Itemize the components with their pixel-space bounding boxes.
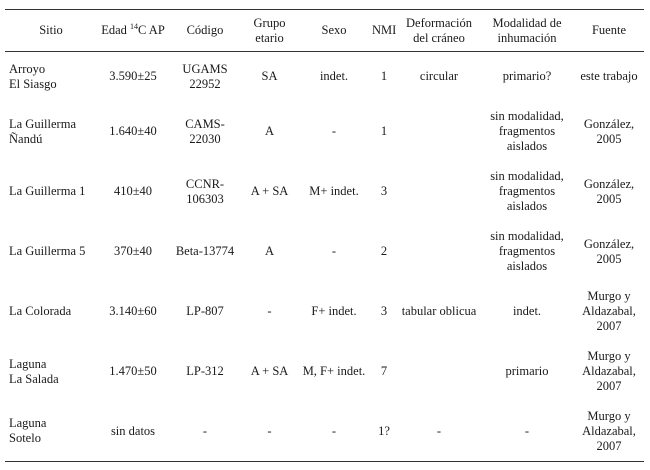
burials-table <box>5 9 644 462</box>
cell-grupo-etario: A + SA <box>250 364 289 378</box>
cell-deformacion: tabular oblicua <box>401 304 477 318</box>
cell-codigo: CAMS-22030 <box>185 116 225 146</box>
cell-edad: 1.470±50 <box>109 364 157 378</box>
cell-modalidad: - <box>480 402 574 462</box>
cell-deformacion <box>398 162 480 222</box>
cell-nmi: 2 <box>380 244 388 258</box>
cell-nmi: 1 <box>380 124 388 138</box>
table-row <box>5 282 644 342</box>
header-fuente: Fuente <box>574 10 644 52</box>
cell-codigo: LP-312 <box>186 364 224 378</box>
cell-fuente: Murgo y Aldazabal, 2007 <box>574 402 644 462</box>
cell-grupo-etario: - <box>267 304 272 318</box>
header-codigo: Código <box>169 10 241 52</box>
table-row <box>5 102 644 162</box>
cell-sitio: La Guillerma Ñandú <box>9 116 76 146</box>
cell-sitio: Arroyo El Siasgo <box>9 61 57 91</box>
table-row <box>5 162 644 222</box>
cell-nmi: 3 <box>380 304 388 318</box>
cell-codigo: CCNR-106303 <box>185 176 225 206</box>
cell-nmi: 7 <box>380 364 388 378</box>
cell-edad: 370±40 <box>113 244 153 258</box>
cell-sitio: Laguna La Salada <box>9 356 59 386</box>
cell-sexo: - <box>331 244 337 258</box>
cell-nmi: 1 <box>380 69 388 84</box>
cell-sexo: - <box>298 402 370 462</box>
table-row <box>5 342 644 402</box>
cell-grupo-etario: A + SA <box>250 184 289 198</box>
cell-sitio: La Colorada <box>9 304 72 318</box>
header-deformacion: Deformación del cráneo <box>398 10 480 52</box>
cell-edad: 3.590±25 <box>109 69 157 84</box>
cell-modalidad: primario? <box>502 69 552 84</box>
cell-fuente: este trabajo <box>580 69 638 84</box>
cell-nmi: 3 <box>380 184 388 198</box>
header-sexo: Sexo <box>298 10 370 52</box>
cell-sitio: La Guillerma 1 <box>9 184 86 198</box>
cell-codigo: - <box>169 402 241 462</box>
cell-codigo: UGAMS 22952 <box>182 61 228 91</box>
cell-codigo: LP-807 <box>186 304 224 318</box>
cell-sexo: indet. <box>319 69 349 84</box>
cell-sexo: F+ indet. <box>311 304 357 318</box>
cell-sexo: - <box>331 124 337 138</box>
cell-edad: 3.140±60 <box>109 304 157 318</box>
cell-sexo: M+ indet. <box>309 184 359 198</box>
header-nmi: NMI <box>370 10 398 52</box>
cell-edad: sin datos <box>97 402 169 462</box>
cell-fuente: Murgo y Aldazabal, 2007 <box>582 289 636 333</box>
cell-sitio: Laguna Sotelo <box>5 402 97 462</box>
cell-nmi: 1? <box>370 402 398 462</box>
cell-fuente: Murgo y Aldazabal, 2007 <box>582 349 636 393</box>
cell-codigo: Beta-13774 <box>175 244 235 258</box>
cell-deformacion <box>398 222 480 282</box>
cell-grupo-etario: - <box>241 402 298 462</box>
table-header-row <box>5 10 644 52</box>
cell-sexo: M, F+ indet. <box>302 364 366 378</box>
header-edad: Edad $^{14}$C AP <box>97 10 169 52</box>
header-sitio: Sitio <box>5 10 97 52</box>
cell-grupo-etario: SA <box>261 69 278 84</box>
cell-modalidad: sin modalidad, fragmentos aislados <box>490 229 564 273</box>
cell-fuente: González, 2005 <box>583 116 635 146</box>
cell-sitio: La Guillerma 5 <box>9 244 86 258</box>
header-grupo-etario: Grupo etario <box>241 10 298 52</box>
table-row <box>5 402 644 462</box>
cell-deformacion: circular <box>419 69 459 84</box>
cell-modalidad: indet. <box>512 304 542 318</box>
header-modalidad: Modalidad de inhumación <box>480 10 574 52</box>
cell-modalidad: primario <box>505 364 549 378</box>
cell-deformacion <box>398 342 480 402</box>
table-body <box>5 52 644 462</box>
cell-modalidad: sin modalidad, fragmentos aislados <box>490 169 564 213</box>
cell-edad: 1.640±40 <box>109 124 157 138</box>
cell-edad: 410±40 <box>113 184 153 198</box>
table-row <box>5 52 644 102</box>
cell-modalidad: sin modalidad, fragmentos aislados <box>490 109 564 153</box>
cell-fuente: González, 2005 <box>583 176 635 206</box>
cell-grupo-etario: A <box>264 244 275 258</box>
cell-grupo-etario: A <box>264 124 275 138</box>
table-row <box>5 222 644 282</box>
cell-fuente: González, 2005 <box>583 236 635 266</box>
cell-deformacion <box>398 102 480 162</box>
cell-deformacion: - <box>398 402 480 462</box>
